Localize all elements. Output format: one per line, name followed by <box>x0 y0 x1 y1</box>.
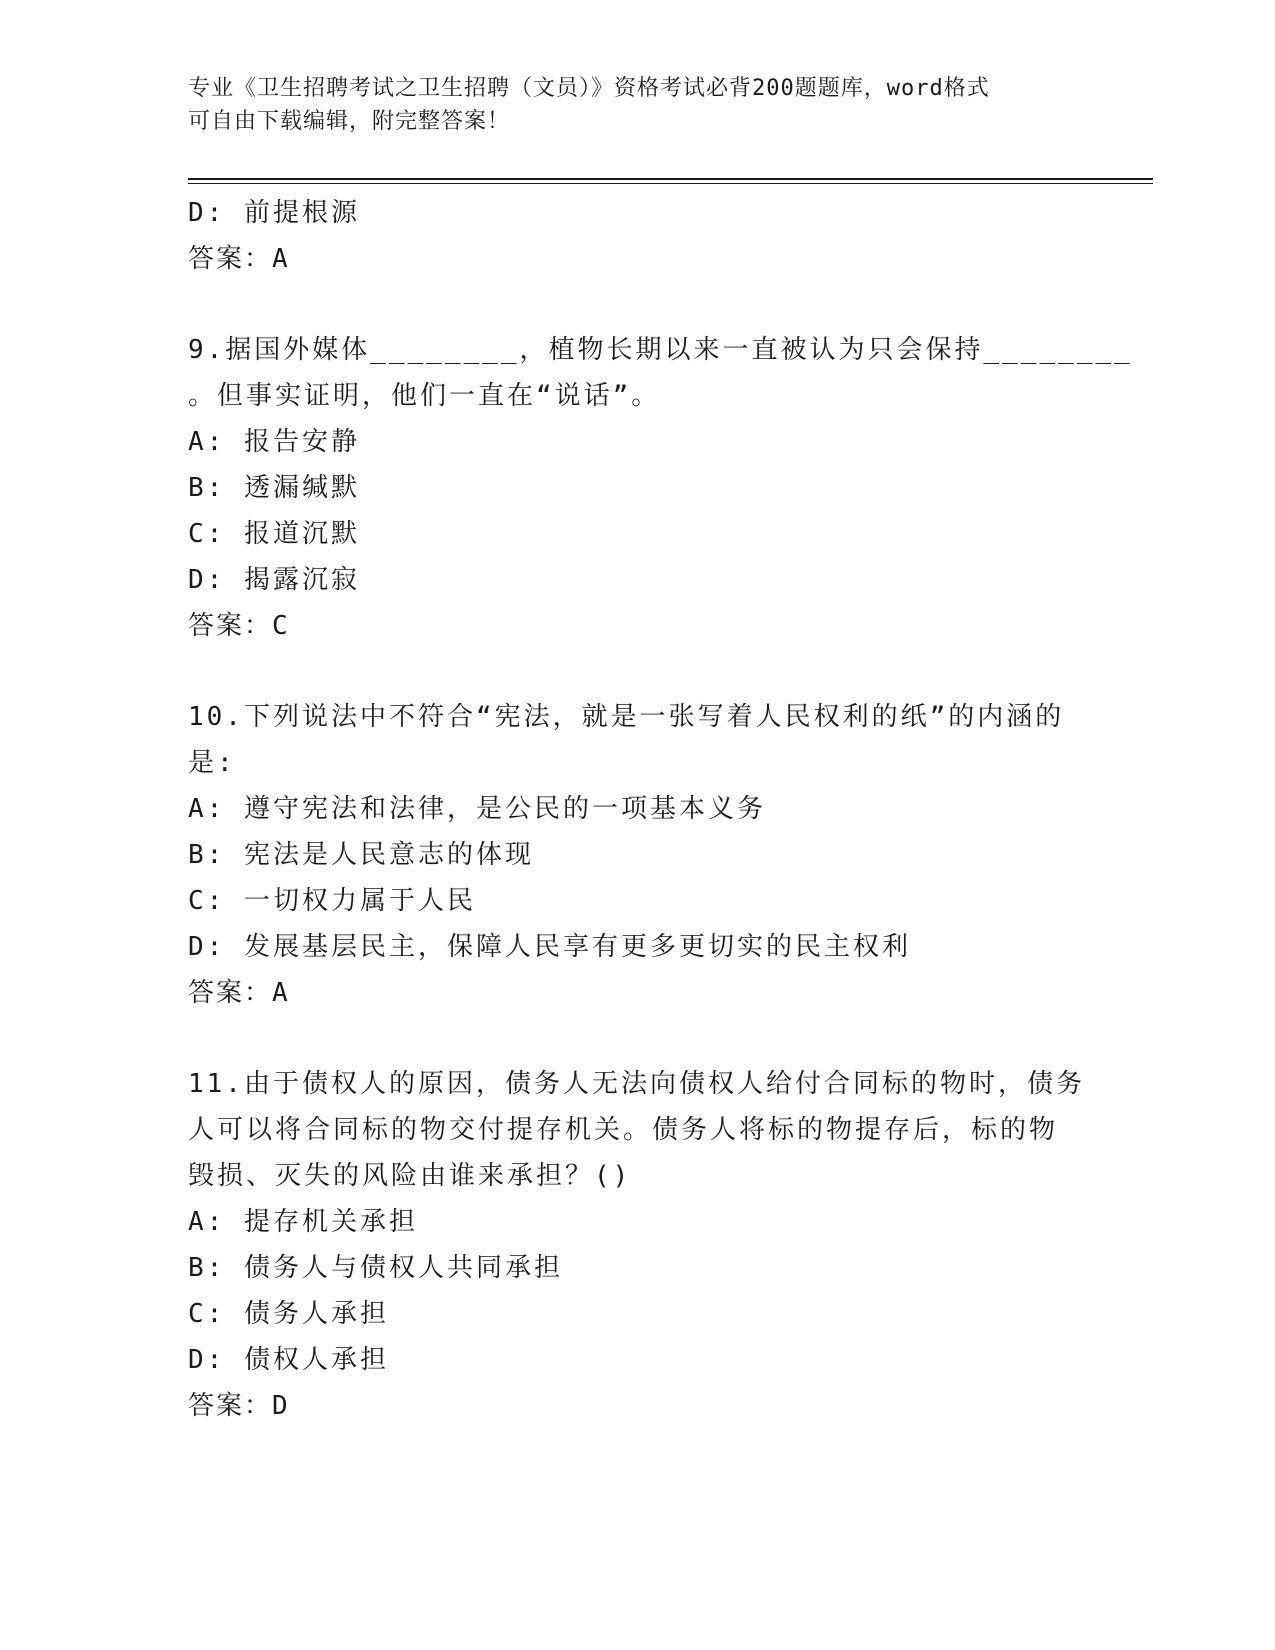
question-text-line: 9.据国外媒体________，植物长期以来一直被认为只会保持________ <box>188 335 1133 365</box>
question-text-line: 是: <box>188 748 236 778</box>
option-c: C: 报道沉默 <box>188 519 360 549</box>
page-header <box>188 72 1088 138</box>
option-d: D: 发展基层民主，保障人民享有更多更切实的民主权利 <box>188 932 911 962</box>
answer <box>188 1383 1088 1429</box>
answer-label: 答案： <box>188 611 273 641</box>
question-text-line: 。但事实证明，他们一直在“说话”。 <box>188 381 661 411</box>
option-a: A: 提存机关承担 <box>188 1207 418 1237</box>
header-line-1: 专业《卫生招聘考试之卫生招聘（文员）》资格考试必背200题题库，word格式 <box>188 76 990 101</box>
answer <box>188 970 1088 1016</box>
answer-value: A <box>272 244 290 274</box>
question-text-line: 毁损、灭失的风险由谁来承担？() <box>188 1161 632 1191</box>
question-9 <box>188 327 1133 649</box>
question-10 <box>188 694 1088 1016</box>
option-d: D: 揭露沉寂 <box>188 565 360 595</box>
option-c: C: 债务人承担 <box>188 1299 389 1329</box>
option-a: A: 遵守宪法和法律，是公民的一项基本义务 <box>188 794 766 824</box>
header-divider-thin <box>188 183 1153 184</box>
header-line-2: 可自由下载编辑，附完整答案！ <box>188 109 511 134</box>
answer <box>188 603 1088 649</box>
spacer <box>188 282 1088 327</box>
option-b: B: 债务人与债权人共同承担 <box>188 1253 563 1283</box>
option-a: A: 报告安静 <box>188 427 360 457</box>
answer-label: 答案： <box>188 978 273 1008</box>
header-divider-thick <box>188 178 1153 180</box>
option-b: B: 透漏缄默 <box>188 473 360 503</box>
option-d-continued: D: 前提根源 <box>188 198 360 228</box>
answer-continued <box>188 236 1088 282</box>
answer-label: 答案： <box>188 1391 273 1421</box>
answer-value: A <box>272 978 290 1008</box>
answer-value: C <box>272 611 290 641</box>
spacer <box>188 1016 1088 1061</box>
question-text-line: 11.由于债权人的原因，债务人无法向债权人给付合同标的物时，债务 <box>188 1069 1085 1099</box>
question-text-line: 人可以将合同标的物交付提存机关。债务人将标的物提存后，标的物 <box>188 1115 1059 1145</box>
answer-label: 答案： <box>188 244 273 274</box>
spacer <box>188 649 1088 694</box>
question-text-line: 10.下列说法中不符合“宪法，就是一张写着人民权利的纸”的内涵的 <box>188 702 1065 732</box>
question-11 <box>188 1061 1088 1429</box>
option-c: C: 一切权力属于人民 <box>188 886 476 916</box>
question-content <box>188 190 1133 1429</box>
option-d: D: 债权人承担 <box>188 1345 389 1375</box>
answer-value: D <box>272 1391 290 1421</box>
option-b: B: 宪法是人民意志的体现 <box>188 840 534 870</box>
